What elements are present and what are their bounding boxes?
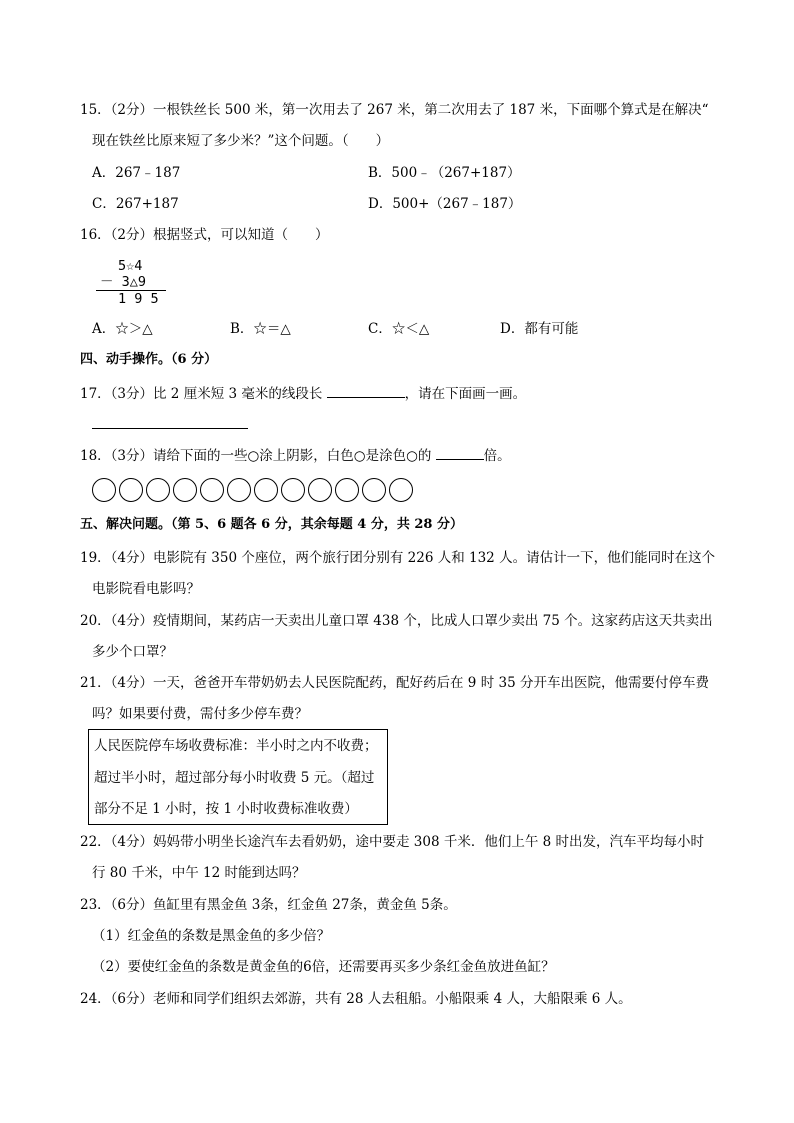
q24-line1: 24．（6分）老师和同学们组织去郊游，共有 28 人去租船。小船限乘 4 人，大船限乘 6 人。 bbox=[80, 991, 632, 1007]
q15-option-d: D．500+（267﹣187） bbox=[368, 196, 522, 212]
q16-line1: 16．（2分）根据竖式，可以知道（ ） bbox=[80, 227, 329, 243]
q18-circle[interactable] bbox=[227, 478, 251, 502]
q18-text-before: 18．（3分）请给下面的一些○涂上阴影，白色○是涂色○的 bbox=[80, 448, 436, 464]
q21-box-line2: 超过半小时，超过部分每小时收费 5 元。（超过 bbox=[94, 770, 375, 786]
q20-line2: 多少个口罩？ bbox=[92, 644, 173, 660]
q16-vertical-row2: － 3△9 bbox=[100, 274, 147, 290]
q21-box-line3: 部分不足 1 小时，按 1 小时收费标准收费） bbox=[94, 801, 358, 817]
q18-line bbox=[80, 445, 511, 465]
q16-option-d: D．都有可能 bbox=[500, 321, 579, 337]
q21-line2: 吗？如果要付费，需付多少停车费？ bbox=[92, 706, 308, 722]
q23-sub1: （1）红金鱼的条数是黑金鱼的多少倍？ bbox=[92, 928, 331, 944]
q17-drawing-line bbox=[92, 428, 248, 429]
q21-parking-fee-box bbox=[88, 729, 388, 825]
q18-circle[interactable] bbox=[281, 478, 305, 502]
q18-circle[interactable] bbox=[92, 478, 116, 502]
q23-line1: 23．（6分）鱼缸里有黑金鱼 3条，红金鱼 27条，黄金鱼 5条。 bbox=[80, 897, 457, 913]
q18-text-after: 倍。 bbox=[483, 448, 511, 464]
q18-circle[interactable] bbox=[335, 478, 359, 502]
q18-circle[interactable] bbox=[362, 478, 386, 502]
section4-heading: 四、动手操作。（6 分） bbox=[80, 352, 218, 367]
q15-line1: 15．（2分）一根铁丝长 500 米，第一次用去了 267 米，第二次用去了 187 米，下面哪个算式是在解决“ bbox=[80, 102, 709, 118]
q15-option-b: B．500﹣（267+187） bbox=[368, 165, 521, 181]
q22-line1: 22．（4分）妈妈带小明坐长途汽车去看奶奶，途中要走 308 千米．他们上午 8 时出发，汽车平均每小时 bbox=[80, 834, 705, 850]
q18-circle[interactable] bbox=[173, 478, 197, 502]
q16-vertical-row1: 5☆4 bbox=[118, 258, 143, 274]
q17-line bbox=[80, 383, 526, 403]
q17-text-before: 17．（3分）比 2 厘米短 3 毫米的线段长 bbox=[80, 386, 327, 402]
q16-option-c: C．☆＜△ bbox=[368, 321, 430, 337]
q18-circle[interactable] bbox=[254, 478, 278, 502]
q21-box-line1: 人民医院停车场收费标准：半小时之内不收费； bbox=[94, 738, 378, 754]
q17-text-after: ，请在下面画一画。 bbox=[404, 386, 527, 402]
q20-line1: 20．（4分）疫情期间，某药店一天卖出儿童口罩 438 个，比成人口罩少卖出 75 个。这家药店这天共卖出 bbox=[80, 613, 713, 629]
q16-option-b: B．☆＝△ bbox=[230, 321, 291, 337]
section5-heading: 五、解决问题。（第 5、6 题各 6 分，其余每题 4 分，共 28 分） bbox=[80, 517, 463, 532]
q15-line2: 现在铁丝比原来短了多少米？”这个问题。（ ） bbox=[92, 133, 390, 149]
q18-circle[interactable] bbox=[389, 478, 413, 502]
q18-answer-blank[interactable] bbox=[436, 445, 484, 460]
q21-line1: 21．（4分）一天，爸爸开车带奶奶去人民医院配药，配好药后在 9 时 35 分开车出医院，他需要付停车费 bbox=[80, 675, 709, 691]
q18-circle[interactable] bbox=[308, 478, 332, 502]
q15-option-c: C．267+187 bbox=[92, 196, 179, 212]
q18-circle[interactable] bbox=[200, 478, 224, 502]
q22-line2: 行 80 千米，中午 12 时能到达吗？ bbox=[92, 865, 306, 881]
q19-line2: 电影院看电影吗？ bbox=[92, 581, 200, 597]
q23-sub2: （2）要使红金鱼的条数是黄金鱼的6倍，还需要再买多少条红金鱼放进鱼缸？ bbox=[92, 959, 555, 975]
q15-option-a: A．267﹣187 bbox=[92, 165, 181, 181]
q18-circle[interactable] bbox=[146, 478, 170, 502]
q17-answer-blank[interactable] bbox=[327, 383, 405, 398]
q18-circle[interactable] bbox=[119, 478, 143, 502]
q18-circle-row bbox=[92, 478, 413, 502]
q16-vertical-row3: 1 9 5 bbox=[118, 291, 159, 307]
q19-line1: 19．（4分）电影院有 350 个座位，两个旅行团分别有 226 人和 132 人。请估计一下，他们能同时在这个 bbox=[80, 550, 716, 566]
q16-option-a: A．☆＞△ bbox=[92, 321, 153, 337]
